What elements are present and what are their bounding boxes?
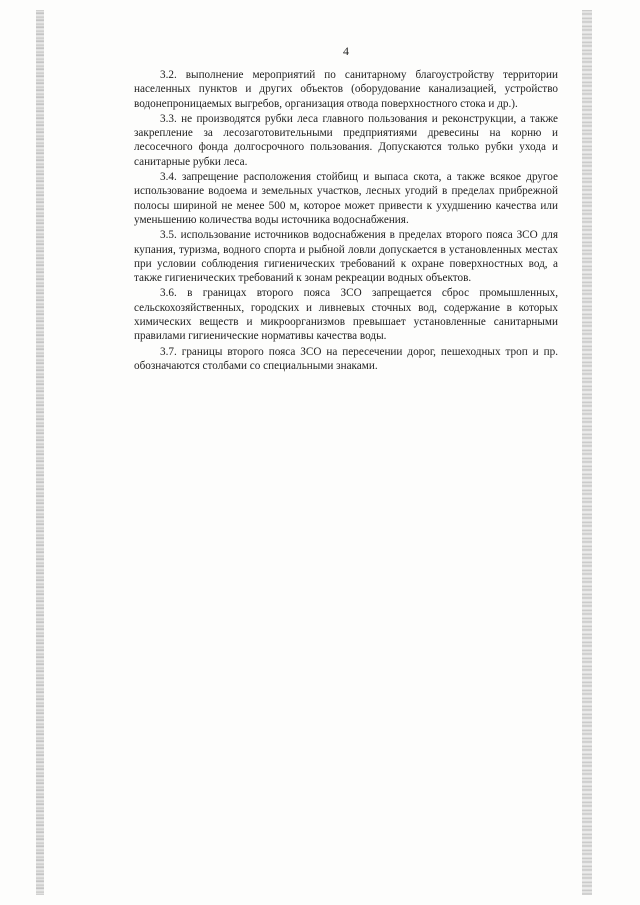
scan-edge-left xyxy=(36,10,44,895)
paragraph-3-2: 3.2. выполнение мероприятий по санитарному благоустройству территории населенных пунктов и других объектов (оборудование канализацией, устройство водонепроницаемых выгребов, организация отвода поверхностного стока и др.). xyxy=(134,69,558,110)
scan-edge-right xyxy=(582,10,592,895)
paragraph-3-4: 3.4. запрещение расположения стойбищ и выпаса скота, а также всякое другое использование водоема и земельных участков, лесных угодий в пределах прибрежной полосы шириной не менее 500 м, которое может привести к ухудшению качества или уменьшению количества воды источника водоснабжения. xyxy=(134,171,558,226)
page-number: 4 xyxy=(343,44,349,58)
paragraph-3-5: 3.5. использование источников водоснабжения в пределах второго пояса ЗСО для купания, туризма, водного спорта и рыбной ловли допускается в установленных местах при условии соблюдения гигиенических требований к охране поверхностных вод, а также гигиенических требований к зонам рекреации водных объектов. xyxy=(134,229,558,285)
paragraph-3-7: 3.7. границы второго пояса ЗСО на пересечении дорог, пешеходных троп и пр. обозначаются столбами со специальными знаками. xyxy=(134,345,558,372)
paragraph-3-3: 3.3. не производятся рубки леса главного пользования и реконструкции, а также закрепление за лесозаготовительными предприятиями древесины на корню и лесосечного фонда долгосрочного пользования. Допускаются только рубки ухода и санитарные рубки леса. xyxy=(134,112,558,168)
document-body xyxy=(134,68,558,374)
paragraph-3-6: 3.6. в границах второго пояса ЗСО запрещается сброс промышленных, сельскохозяйственных, городских и ливневых сточных вод, содержание в которых химических веществ и микроорганизмов превышает установленные санитарными правилами гигиенические нормативы качества воды. xyxy=(134,287,558,343)
